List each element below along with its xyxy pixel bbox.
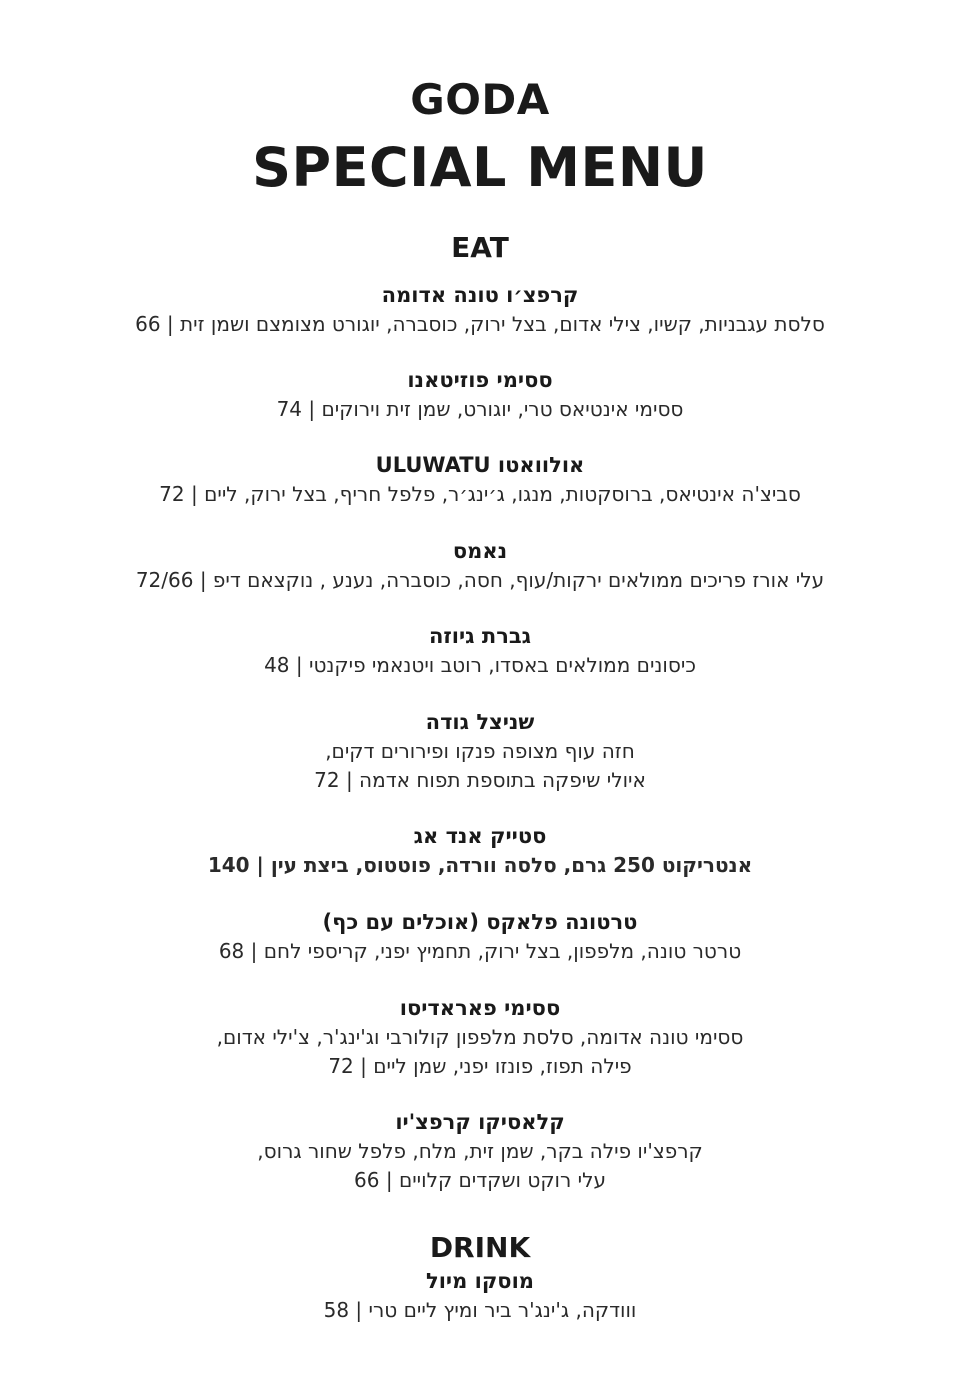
item-description: ווודקה, ג'ינג'ר ביר ומיץ ליים טרי | 58 [323,1298,637,1322]
item-description: ססימי אינטיאס טרי, יוגורט, שמן זית וירוקים | 74 [276,397,684,421]
item-name: ססימי פוזיטאנו [407,368,553,392]
brand-name: GODA [410,75,550,124]
menu-item-schnitzel-goda [60,707,900,795]
item-description: כיסונים ממולאים באסדו, רוטב ויטנאמי פיקנטי | 48 [264,653,696,677]
menu-item-red-tuna-carpaccio [60,280,900,339]
item-description: טרטר טונה, מלפפון, בצל ירוק, תחמיץ יפני, קריספי לחם | 68 [218,939,742,963]
menu-item-moscow-mule [60,1266,900,1325]
item-description: אנטריקוט 250 גרם, סלסה וורדה, פוטטוס, ביצת עין | 140 [207,853,753,877]
item-name: טרטונה פלאקס (אוכלים עם כף) [322,910,638,934]
item-name: גברת גיוזה [428,624,532,648]
item-description: חזה עוף מצופה פנקו ופירורים דקים, [325,739,635,763]
drink-section-heading: DRINK [429,1231,531,1264]
item-name: שניצל גודה [425,710,535,734]
item-description: עלי אורז פריכים ממולאים ירקות/עוף, חסה, כוסברה, נענע , נוקצאם דיפ | 72/66 [135,568,825,592]
item-name: אולוואטו ULUWATU [375,453,585,477]
menu-item-classico-carpaccio [60,1107,900,1195]
item-name: ססימי פאראדיסו [399,996,561,1020]
item-description: איולי שיפקה בתוספת תפוח אדמה | 72 [314,768,646,792]
item-name: קלאסיקו קרפצ'יו [395,1110,565,1134]
item-description: ססימי טונה אדומה, סלסת מלפפון קולורבי וג'ינג'ר, צ'ילי אדום, [216,1025,744,1049]
item-name: קרפצ׳ו טונה אדומה [381,283,579,307]
item-description: קרפצ'יו פילה בקר, שמן זית, מלח, פלפל שחור גרוס, [257,1139,703,1163]
item-description: סביצ'ה אינטיאס, ברוסקטות, מנגו, ג׳ינג׳ר, פלפל חריף, בצל ירוק, ליים | 72 [159,482,801,506]
menu-item-nams [60,536,900,595]
menu-item-gyoza [60,621,900,680]
menu-item-tartuna-flax [60,907,900,966]
item-name: מוסקו מיול [426,1269,534,1293]
item-name: נאמס [452,539,508,563]
item-name: סטייק אנד אג [413,824,547,848]
menu-item-uluwatu [60,450,900,509]
menu-item-sashimi-positano [60,365,900,424]
menu-title: SPECIAL MENU [252,136,708,199]
menu-item-sashimi-paradiso [60,993,900,1081]
item-description: עלי רוקט ושקדים קלויים | 66 [354,1168,606,1192]
eat-section-heading: EAT [451,231,509,264]
item-description: פילה תפוז, פונזו יפני, שמן ליים | 72 [328,1054,632,1078]
item-description: סלסת עגבניות, קשיו, צילי אדום, בצל ירוק, כוסברה, יוגורט מצומצם ושמן זית | 66 [135,312,825,336]
menu-item-steak-and-egg [60,821,900,880]
